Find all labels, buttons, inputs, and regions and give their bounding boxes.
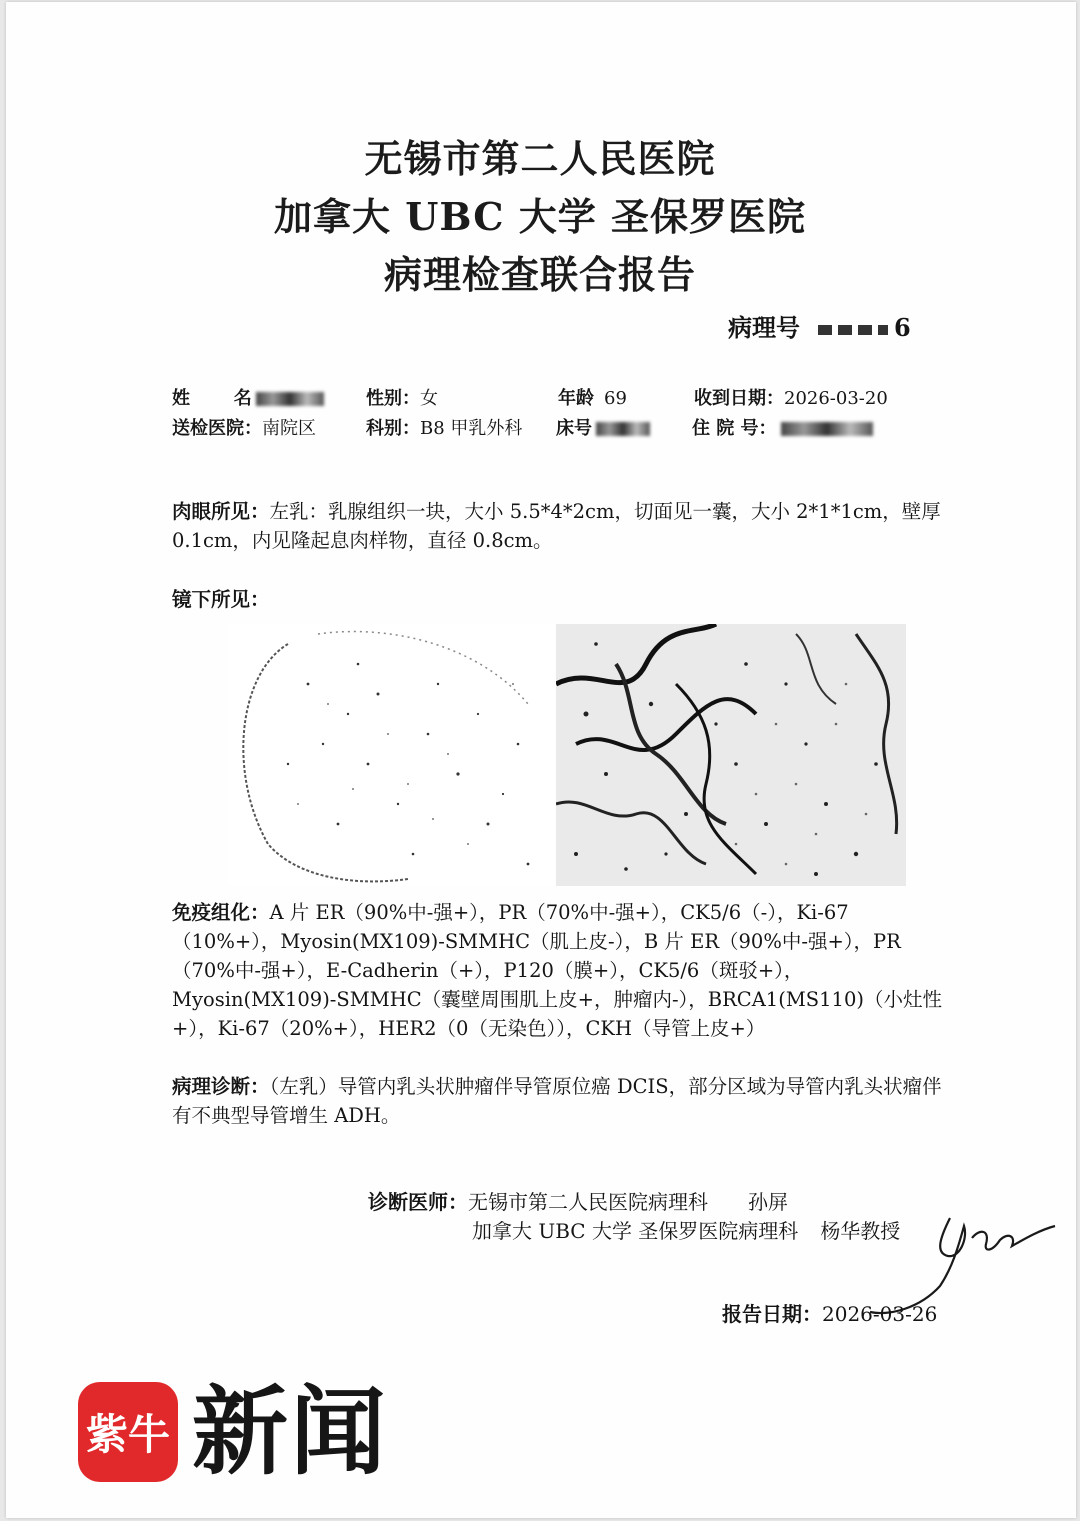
gender-value: 女 (420, 388, 438, 409)
received-date-label: 收到日期： (694, 388, 784, 409)
zinews-logo-badge (78, 1382, 178, 1482)
gender-label: 性别： (366, 388, 420, 409)
inpatient-number-field (692, 414, 873, 440)
bed-label: 床号 (556, 418, 592, 439)
doctor-line-2 (472, 1215, 900, 1244)
doctor-name-2: 杨华教授 (820, 1219, 901, 1243)
received-date-field (694, 384, 888, 410)
ihc-label: 免疫组化： (172, 901, 270, 924)
micrograph-low-power (228, 624, 554, 886)
sending-hospital-value: 南院区 (262, 418, 316, 439)
ihc-text: A 片 ER（90%中-强+），PR（70%中-强+），CK5/6（-），Ki-67（10%+），Myosin(MX109)-SMMHC（肌上皮-），B 片 ER（90%中-强+），PR（70%中-强+），E-Cadherin（+），P120（膜+），CK5/6（斑驳+），Myosin(MX109)-SMMHC（囊壁周围肌上皮+，肿瘤内-），BRCA1(MS110)（小灶性+），Ki-67（20%+），HER2（0（无染色）），CKH（导管上皮+） (172, 901, 942, 1040)
pathology-diagnosis (172, 1072, 942, 1130)
doctor-dept-1: 无锡市第二人民医院病理科 (468, 1190, 708, 1214)
hospital-title-2: 加拿大 UBC 大学 圣保罗医院 (274, 194, 806, 239)
doctor-name-1: 孙屏 (748, 1190, 788, 1214)
department-value: B8 甲乳外科 (420, 418, 523, 439)
department-field (366, 414, 522, 440)
microscopy-label: 镜下所见： (172, 588, 270, 611)
bed-field (556, 414, 650, 440)
age-value: 69 (604, 388, 627, 409)
received-date-value: 2026-03-20 (784, 388, 888, 409)
report-date-label: 报告日期： (722, 1302, 822, 1326)
zinews-logo-text: 新闻 (192, 1375, 388, 1488)
redacted-inpatient-number (781, 422, 873, 436)
report-title: 病理检查联合报告 (383, 252, 696, 297)
gross-label: 肉眼所见： (172, 500, 270, 523)
name-label: 姓 (172, 388, 190, 409)
inpatient-number-label: 住 院 号： (692, 418, 777, 439)
age-field (558, 384, 627, 410)
redaction-mask (818, 325, 888, 335)
name-label-2: 名 (233, 388, 252, 409)
name-field (172, 384, 324, 410)
pathology-number-label: 病理号 (728, 313, 800, 342)
report-date (722, 1298, 937, 1327)
micrograph-high-power (556, 624, 906, 886)
report-date-value: 2026-03-26 (822, 1302, 938, 1326)
immunohistochemistry (172, 898, 942, 1043)
doctor-dept-2: 加拿大 UBC 大学 圣保罗医院病理科 (472, 1219, 799, 1243)
pathology-number-tail: 6 (894, 313, 911, 342)
gross-description (172, 497, 942, 555)
gross-text: 左乳：乳腺组织一块，大小 5.5*4*2cm，切面见一囊，大小 2*1*1cm，壁厚 0.1cm，内见隆起息肉样物，直径 0.8cm。 (172, 500, 941, 552)
diagnosis-label: 病理诊断： (172, 1075, 270, 1098)
sending-hospital-label: 送检医院： (172, 418, 262, 439)
department-label: 科别： (366, 418, 420, 439)
doctor-label: 诊断医师： (368, 1190, 468, 1214)
redacted-bed (596, 422, 650, 436)
doctor-line-1 (368, 1186, 788, 1215)
age-label: 年龄 (558, 388, 594, 409)
redacted-name (256, 392, 324, 406)
zinews-badge-text: 紫牛 (85, 1410, 170, 1459)
hospital-title-1: 无锡市第二人民医院 (364, 136, 716, 181)
diagnosis-text: （左乳）导管内乳头状肿瘤伴导管原位癌 DCIS，部分区域为导管内乳头状瘤伴有不典型导管增生 ADH。 (172, 1075, 942, 1127)
pathology-number (728, 308, 911, 343)
sending-hospital-field (172, 414, 316, 440)
gender-field (366, 384, 438, 410)
